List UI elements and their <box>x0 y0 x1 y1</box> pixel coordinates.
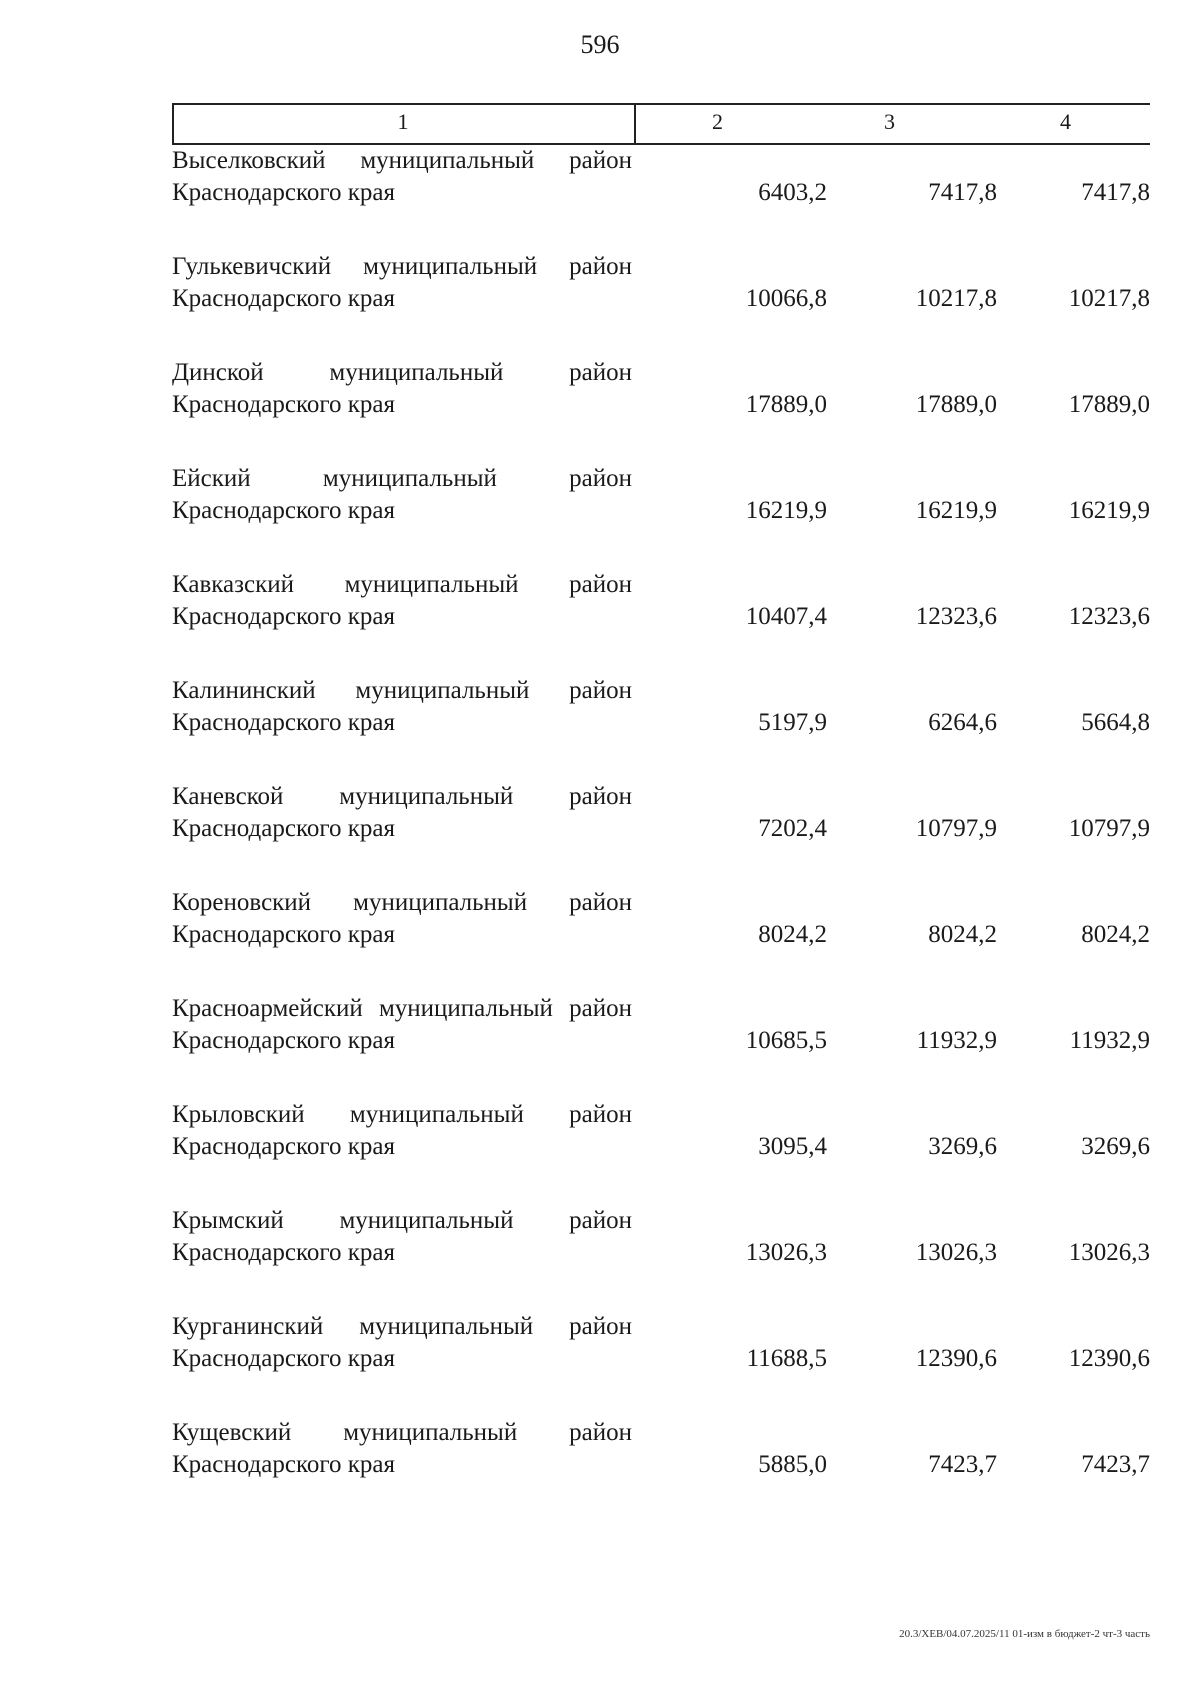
header-column-divider <box>634 105 636 143</box>
value-col-2: 5885,0 <box>758 1451 827 1478</box>
value-col-3: 12323,6 <box>915 603 997 630</box>
value-col-3: 17889,0 <box>915 391 997 418</box>
value-col-4: 11932,9 <box>1069 1027 1150 1054</box>
value-col-4: 8024,2 <box>1081 921 1150 948</box>
table-row <box>172 993 1150 1099</box>
value-col-2: 5197,9 <box>758 709 827 736</box>
value-col-2: 6403,2 <box>758 179 827 206</box>
district-name: Калининский муниципальный район Краснодарского края <box>172 677 632 736</box>
district-name: Кавказский муниципальный район Краснодарского края <box>172 571 632 630</box>
value-col-3: 16219,9 <box>915 497 997 524</box>
value-col-4: 16219,9 <box>1068 497 1150 524</box>
value-col-4: 17889,0 <box>1068 391 1150 418</box>
value-col-2: 17889,0 <box>745 391 827 418</box>
table-row <box>172 1311 1150 1417</box>
table-row <box>172 569 1150 675</box>
value-col-2: 10685,5 <box>745 1027 827 1054</box>
value-col-2: 10407,4 <box>745 603 827 630</box>
district-name: Выселковский муниципальный район Краснодарского края <box>172 147 632 206</box>
table-row <box>172 675 1150 781</box>
footer-document-code: 20.3/ХЕВ/04.07.2025/11 01-изм в бюджет-2 чт-3 часть <box>899 1628 1150 1640</box>
table-row <box>172 781 1150 887</box>
district-name: Красноармейский муниципальный район Краснодарского края <box>172 995 632 1054</box>
value-col-4: 7423,7 <box>1081 1451 1150 1478</box>
table-row <box>172 357 1150 463</box>
value-col-3: 3269,6 <box>928 1133 997 1160</box>
value-col-4: 7417,8 <box>1081 179 1150 206</box>
district-name: Динской муниципальный район Краснодарского края <box>172 359 632 418</box>
table-body <box>172 145 1150 1523</box>
value-col-4: 10217,8 <box>1068 285 1150 312</box>
value-col-4: 13026,3 <box>1068 1239 1150 1266</box>
header-col-3: 3 <box>884 109 895 134</box>
district-name: Гулькевичский муниципальный район Краснодарского края <box>172 253 632 312</box>
page-number: 596 <box>580 30 620 59</box>
value-col-3: 7423,7 <box>928 1451 997 1478</box>
district-name: Курганинский муниципальный район Краснодарского края <box>172 1313 632 1372</box>
header-col-2: 2 <box>712 109 723 134</box>
value-col-2: 16219,9 <box>745 497 827 524</box>
table-row <box>172 463 1150 569</box>
header-col-1: 1 <box>397 109 409 134</box>
value-col-2: 13026,3 <box>745 1239 827 1266</box>
district-name: Каневской муниципальный район Краснодарского края <box>172 783 632 842</box>
value-col-2: 3095,4 <box>758 1133 827 1160</box>
value-col-3: 10217,8 <box>915 285 997 312</box>
value-col-3: 10797,9 <box>915 815 997 842</box>
value-col-3: 13026,3 <box>915 1239 997 1266</box>
value-col-4: 12323,6 <box>1068 603 1150 630</box>
header-col-4: 4 <box>1060 109 1071 134</box>
table-header-row <box>172 103 1150 145</box>
value-col-4: 5664,8 <box>1081 709 1150 736</box>
value-col-2: 11688,5 <box>746 1345 827 1372</box>
table-row <box>172 251 1150 357</box>
value-col-4: 10797,9 <box>1068 815 1150 842</box>
value-col-2: 10066,8 <box>745 285 827 312</box>
table-row <box>172 1205 1150 1311</box>
table-row <box>172 887 1150 993</box>
table-row <box>172 145 1150 251</box>
value-col-3: 11932,9 <box>916 1027 997 1054</box>
district-name: Кореновский муниципальный район Краснодарского края <box>172 889 632 948</box>
value-col-4: 12390,6 <box>1068 1345 1150 1372</box>
budget-table <box>172 103 1150 1523</box>
table-row <box>172 1417 1150 1523</box>
district-name: Крыловский муниципальный район Краснодарского края <box>172 1101 632 1160</box>
district-name: Ейский муниципальный район Краснодарского края <box>172 465 632 524</box>
value-col-3: 6264,6 <box>928 709 997 736</box>
value-col-2: 8024,2 <box>758 921 827 948</box>
value-col-3: 12390,6 <box>915 1345 997 1372</box>
district-name: Крымский муниципальный район Краснодарского края <box>172 1207 632 1266</box>
value-col-3: 7417,8 <box>928 179 997 206</box>
district-name: Кущевский муниципальный район Краснодарского края <box>172 1419 632 1478</box>
value-col-4: 3269,6 <box>1081 1133 1150 1160</box>
value-col-3: 8024,2 <box>928 921 997 948</box>
table-row <box>172 1099 1150 1205</box>
value-col-2: 7202,4 <box>758 815 827 842</box>
